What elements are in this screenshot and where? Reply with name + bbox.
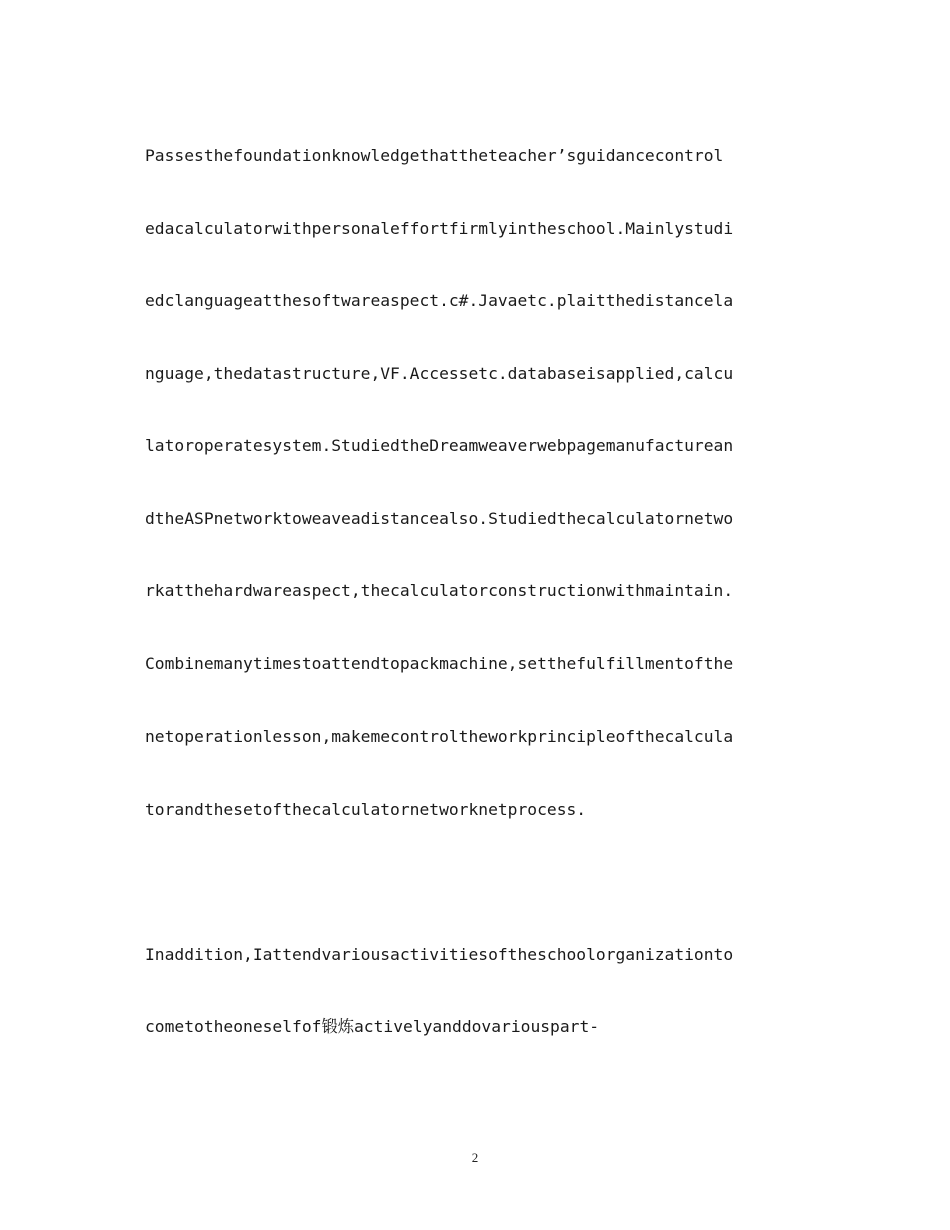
text-line: dtheASPnetworktoweaveadistancealso.Studiedthecalculatornetwo bbox=[145, 509, 734, 528]
text-line: Combinemanytimestoattendtopackmachine,setthefulfillmentofthe bbox=[145, 654, 734, 673]
text-line: cometotheoneselfof锻炼activelyanddovariouspart- bbox=[145, 1017, 600, 1036]
page-number: 2 bbox=[471, 1150, 479, 1165]
text-line: Passesthefoundationknowledgethattheteacher’sguidancecontrol bbox=[145, 146, 724, 165]
text-line: edclanguageatthesoftwareaspect.c#.Javaetc.plaitthedistancela bbox=[145, 291, 734, 310]
text-line: edacalculatorwithpersonaleffortfirmlyintheschool.Mainlystudi bbox=[145, 219, 734, 238]
text-line: netoperationlesson,makemecontroltheworkprincipleofthecalcula bbox=[145, 727, 734, 746]
text-line: torandthesetofthecalculatornetworknetprocess. bbox=[145, 800, 587, 819]
text-line: latoroperatesystem.StudiedtheDreamweaverwebpagemanufacturean bbox=[145, 436, 734, 455]
text-line: rkatthehardwareaspect,thecalculatorconstructionwithmaintain. bbox=[145, 581, 734, 600]
text-line: nguage,thedatastructure,VF.Accessetc.databaseisapplied,calcu bbox=[145, 364, 734, 383]
text-line: Inaddition,Iattendvariousactivitiesoftheschoolorganizationto bbox=[145, 945, 734, 964]
